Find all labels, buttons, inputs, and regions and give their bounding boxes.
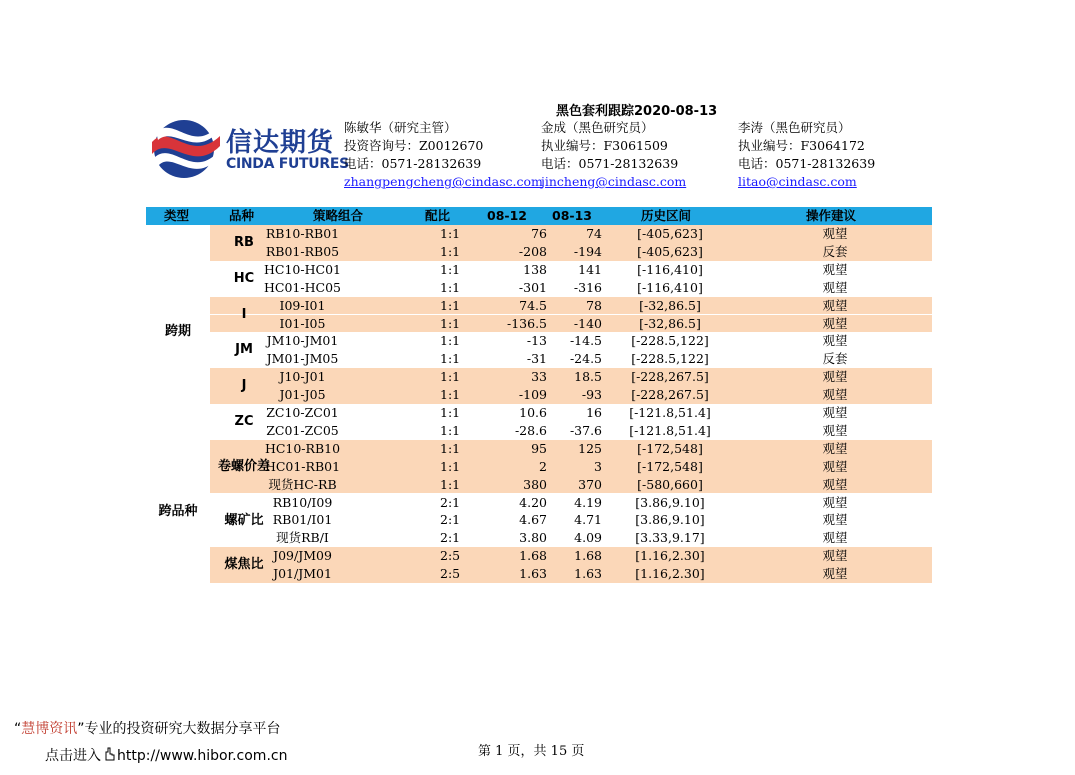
range-cell: [-32,86.5] (639, 297, 701, 313)
logo-english-name: CINDA FUTURES (226, 156, 349, 172)
range-cell: [-405,623] (637, 226, 703, 241)
value-0812-cell: -31 (526, 351, 547, 367)
value-0813-cell: 4.19 (574, 494, 602, 510)
table-row: RB01/I01 2:1 4.67 4.71 [3.86,9.10] 观望 (210, 511, 932, 529)
strategy-cell: I01-I05 (279, 315, 326, 331)
contact-phone: 电话：0571-28132639 (738, 156, 876, 171)
action-cell: 观望 (822, 422, 848, 438)
variety-label: 卷螺价差 (217, 458, 270, 474)
range-cell: [3.33,9.17] (635, 530, 705, 546)
range-cell: [-116,410] (637, 261, 703, 277)
value-0813-cell: 16 (586, 405, 602, 420)
range-cell: [-116,410] (637, 279, 703, 295)
range-cell: [-228.5,122] (631, 333, 709, 349)
value-0813-cell: 4.71 (574, 512, 602, 528)
range-cell: [-228,267.5] (631, 369, 709, 385)
table-row: RB10-RB01 1:1 76 74 [-405,623] 观望 (210, 225, 932, 243)
value-0813-cell: 3 (594, 458, 602, 474)
strategy-cell: 现货RB/I (276, 530, 329, 546)
quote-close: ” (77, 721, 85, 737)
cinda-logo (150, 118, 349, 184)
type-label: 跨期 (164, 324, 191, 339)
variety-label: I (241, 306, 247, 322)
action-cell: 观望 (822, 315, 848, 331)
type-label: 跨品种 (158, 503, 198, 519)
table-row: J01/JM01 2:5 1.63 1.63 [1.16,2.30] 观望 (210, 565, 932, 583)
value-0812-cell: 380 (523, 476, 547, 492)
value-0813-cell: 78 (586, 297, 602, 313)
contact-block-li (738, 119, 875, 191)
value-0812-cell: 2 (539, 458, 547, 474)
action-cell: 观望 (822, 333, 848, 349)
strategy-cell: J01/JM01 (273, 566, 332, 582)
action-cell: 观望 (822, 566, 848, 582)
strategy-cell: JM10-JM01 (266, 333, 339, 349)
strategy-cell: ZC10-ZC01 (266, 405, 339, 420)
contact-license: 执业编号：F3064172 (738, 138, 865, 153)
value-0812-cell: 74.5 (519, 297, 547, 313)
page-number: 第 1 页，共 15 页 (478, 744, 585, 759)
strategy-cell: HC01-HC05 (264, 279, 341, 295)
value-0812-cell: -13 (526, 333, 547, 349)
variety-label: J (241, 378, 247, 394)
contact-name: 陈敏华（研究主管） (344, 120, 457, 135)
range-cell: [-172,548] (637, 458, 703, 474)
table-row: I01-I05 1:1 -136.5 -140 [-32,86.5] 观望 (210, 315, 932, 333)
variety-label: 螺矿比 (224, 512, 264, 528)
strategy-cell: HC01-RB01 (264, 458, 341, 474)
value-0813-cell: 18.5 (574, 369, 602, 385)
value-0813-cell: -14.5 (569, 333, 602, 349)
table-row: RB01-RB05 1:1 -208 -194 [-405,623] 反套 (210, 243, 932, 261)
hibor-url[interactable]: http://www.hibor.com.cn (117, 748, 288, 764)
report-title: 黑色套利跟踪2020-08-13 (556, 104, 718, 119)
strategy-cell: HC10-RB10 (264, 440, 341, 456)
contact-name: 金成（黑色研究员） (541, 120, 654, 135)
action-cell: 观望 (822, 512, 848, 528)
table-row: I09-I01 1:1 74.5 78 [-32,86.5] 观望 (210, 297, 932, 315)
table-row: ZC10-ZC01 1:1 10.6 16 [-121.8,51.4] 观望 (210, 404, 932, 422)
strategy-cell: J09/JM09 (273, 548, 332, 564)
strategy-cell: HC10-HC01 (264, 261, 341, 277)
strategy-cell: RB10-RB01 (265, 226, 340, 241)
hibor-brand: 慧博资讯 (21, 721, 78, 737)
variety-label: JM (235, 342, 253, 358)
value-0812-cell: 95 (531, 440, 547, 456)
contact-email-link[interactable]: jincheng@cindasc.com (541, 174, 687, 189)
action-cell: 观望 (822, 405, 848, 420)
table-row: HC01-RB01 1:1 2 3 [-172,548] 观望 (210, 458, 932, 476)
value-0812-cell: 1.63 (519, 566, 547, 582)
table-row: J01-J05 1:1 -109 -93 [-228,267.5] 观望 (210, 386, 932, 404)
contact-phone: 电话：0571-28132639 (344, 156, 482, 171)
variety-label: HC (233, 270, 255, 286)
strategy-cell: I09-I01 (279, 297, 326, 313)
action-cell: 观望 (822, 494, 848, 510)
value-0813-cell: 4.09 (574, 530, 602, 546)
range-cell: [3.86,9.10] (635, 512, 705, 528)
range-cell: [-580,660] (637, 476, 703, 492)
enter-label: 点击进入 (45, 748, 101, 764)
value-0812-cell: -136.5 (506, 315, 547, 331)
strategy-cell: ZC01-ZC05 (266, 422, 339, 438)
value-0812-cell: 4.67 (519, 512, 547, 528)
variety-label: ZC (234, 414, 254, 429)
value-0812-cell: 76 (531, 226, 547, 241)
variety-label: RB (234, 235, 254, 250)
hand-pointer-icon (101, 746, 117, 762)
range-cell: [-405,623] (637, 243, 703, 259)
contact-email-link[interactable]: litao@cindasc.com (738, 174, 857, 189)
contact-name: 李涛（黑色研究员） (738, 120, 851, 135)
header-ratio: 配比 (425, 208, 451, 223)
contact-phone: 电话：0571-28132639 (541, 156, 679, 171)
header-range: 历史区间 (641, 208, 692, 223)
action-cell: 观望 (822, 297, 848, 313)
slogan-text: 专业的投资研究大数据分享平台 (84, 721, 281, 737)
header-type: 类型 (164, 208, 190, 223)
value-0812-cell: 1.68 (519, 548, 547, 564)
range-cell: [-121.8,51.4] (629, 422, 711, 438)
strategy-cell: J10-J01 (279, 369, 326, 385)
action-cell: 观望 (822, 279, 848, 295)
header-strategy: 策略组合 (313, 208, 364, 223)
value-0812-cell: 33 (531, 369, 547, 385)
logo-chinese-name: 信达期货 (226, 128, 335, 158)
value-0813-cell: 74 (586, 226, 602, 241)
value-0812-cell: 4.20 (519, 494, 547, 510)
value-0813-cell: -37.6 (569, 422, 602, 438)
value-0813-cell: 1.63 (574, 566, 602, 582)
action-cell: 观望 (822, 458, 848, 474)
hibor-slogan (14, 718, 281, 738)
value-0812-cell: -301 (518, 279, 547, 295)
table-row: J10-J01 1:1 33 18.5 [-228,267.5] 观望 (210, 368, 932, 386)
header-action: 操作建议 (806, 208, 857, 223)
range-cell: [1.16,2.30] (635, 548, 705, 564)
table-header (146, 207, 932, 225)
contact-license: 投资咨询号：Z0012670 (344, 138, 484, 153)
value-0813-cell: -194 (573, 243, 602, 259)
action-cell: 反套 (822, 351, 848, 367)
table-row: JM10-JM01 1:1 -13 -14.5 [-228.5,122] 观望 (210, 332, 932, 350)
table-row: 现货RB/I 2:1 3.80 4.09 [3.33,9.17] 观望 (210, 529, 932, 547)
value-0812-cell: -208 (518, 243, 547, 259)
cinda-logo-mark-icon (150, 118, 222, 180)
quote-open: “ (14, 721, 22, 737)
value-0813-cell: -316 (573, 279, 602, 295)
contact-license: 执业编号：F3061509 (541, 138, 668, 153)
action-cell: 观望 (822, 387, 848, 403)
strategy-cell: J01-J05 (279, 387, 326, 403)
action-cell: 观望 (822, 261, 848, 277)
range-cell: [1.16,2.30] (635, 566, 705, 582)
action-cell: 观望 (822, 226, 848, 241)
table-row: 现货HC-RB 1:1 380 370 [-580,660] 观望 (210, 476, 932, 494)
range-cell: [-228.5,122] (631, 351, 709, 367)
table-row: J09/JM09 2:5 1.68 1.68 [1.16,2.30] 观望 (210, 547, 932, 565)
value-0813-cell: 125 (578, 440, 602, 456)
value-0812-cell: -109 (518, 387, 547, 403)
value-0813-cell: -140 (573, 315, 602, 331)
contact-block-chen (344, 119, 543, 191)
table-row: HC10-HC01 1:1 138 141 [-116,410] 观望 (210, 261, 932, 279)
value-0812-cell: 3.80 (519, 530, 547, 546)
strategy-cell: RB01/I01 (272, 512, 333, 528)
range-cell: [-172,548] (637, 440, 703, 456)
range-cell: [3.86,9.10] (635, 494, 705, 510)
table-row: JM01-JM05 1:1 -31 -24.5 [-228.5,122] 反套 (210, 350, 932, 368)
action-cell: 观望 (822, 369, 848, 385)
strategy-cell: 现货HC-RB (268, 476, 337, 492)
contact-block-jin (541, 119, 686, 191)
value-0813-cell: 1.68 (574, 548, 602, 564)
table-row: HC01-HC05 1:1 -301 -316 [-116,410] 观望 (210, 279, 932, 297)
contact-email-link[interactable]: zhangpengcheng@cindasc.com (344, 174, 543, 189)
strategy-cell: JM01-JM05 (266, 351, 339, 367)
value-0812-cell: 10.6 (519, 405, 547, 420)
range-cell: [-228,267.5] (631, 387, 709, 403)
value-0812-cell: -28.6 (514, 422, 547, 438)
header-variety: 品种 (229, 208, 255, 223)
action-cell: 观望 (822, 476, 848, 492)
action-cell: 观望 (822, 440, 848, 456)
variety-label: 煤焦比 (224, 557, 264, 573)
header-date-0813: 08-13 (552, 208, 592, 223)
value-0813-cell: -93 (581, 387, 602, 403)
action-cell: 观望 (822, 530, 848, 546)
hibor-link[interactable] (45, 745, 287, 765)
value-0813-cell: 141 (578, 261, 602, 277)
value-0813-cell: 370 (578, 476, 602, 492)
value-0813-cell: -24.5 (569, 351, 602, 367)
table-row: HC10-RB10 1:1 95 125 [-172,548] 观望 (210, 440, 932, 458)
strategy-cell: RB10/I09 (272, 494, 333, 510)
table-row: RB10/I09 2:1 4.20 4.19 [3.86,9.10] 观望 (210, 494, 932, 512)
range-cell: [-32,86.5] (639, 315, 701, 331)
table-row: ZC01-ZC05 1:1 -28.6 -37.6 [-121.8,51.4] 观望 (210, 422, 932, 440)
strategy-cell: RB01-RB05 (265, 243, 340, 259)
value-0812-cell: 138 (523, 261, 547, 277)
action-cell: 观望 (822, 548, 848, 564)
header-date-0812: 08-12 (487, 208, 527, 223)
action-cell: 反套 (822, 243, 848, 259)
range-cell: [-121.8,51.4] (629, 405, 711, 420)
